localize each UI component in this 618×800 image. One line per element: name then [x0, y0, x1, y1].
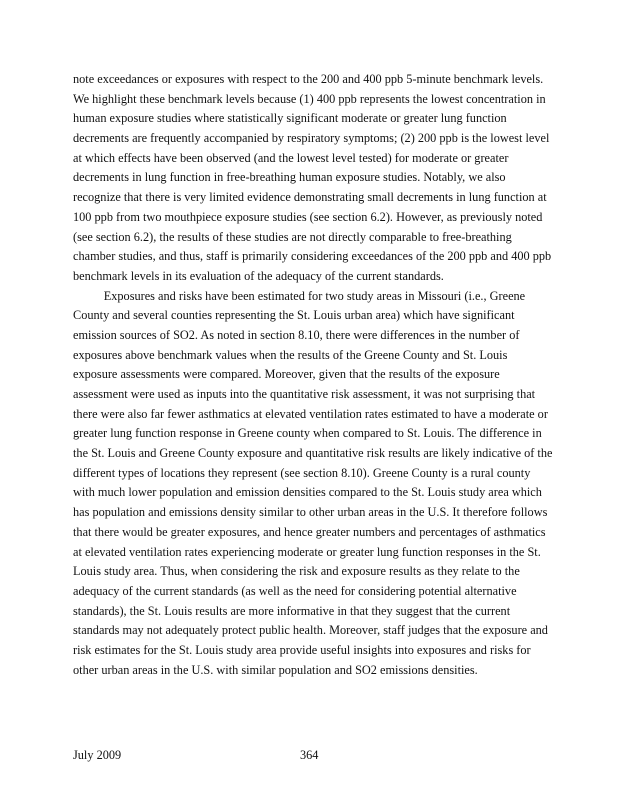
text-line: other urban areas in the U.S. with similar population and SO2 emissions densities.	[73, 662, 478, 677]
text-line: chamber studies, and thus, staff is primarily considering exceedances of the 200 ppb and 400 ppb	[73, 249, 552, 264]
text-line: standards may not adequately protect public health. Moreover, staff judges that the exposure and	[73, 623, 548, 638]
text-line: We highlight these benchmark levels because (1) 400 ppb represents the lowest concentration in	[73, 91, 546, 106]
text-line: human exposure studies where statistically significant moderate or greater lung function	[73, 111, 507, 126]
text-line: has population and emissions density similar to other urban areas in the U.S. It therefore follows	[73, 505, 548, 520]
footer-date: July 2009	[73, 748, 122, 762]
text-line: benchmark levels in its evaluation of the adequacy of the current standards.	[73, 268, 444, 283]
text-line: risk estimates for the St. Louis study area provide useful insights into exposures and risks for	[73, 642, 531, 657]
text-line: adequacy of the current standards (as well as the need for considering potential alternative	[73, 583, 517, 598]
text-line: decrements in lung function in free-breathing human exposure studies. Notably, we also	[73, 170, 506, 185]
text-line: recognize that there is very limited evidence demonstrating small decrements in lung function at	[73, 190, 547, 205]
text-line: with much lower population and emission densities compared to the St. Louis study area which	[73, 485, 542, 500]
text-line: exposure assessments were compared. Moreover, given that the results of the exposure	[73, 367, 500, 382]
text-line: decrements are frequently accompanied by respiratory symptoms; (2) 200 ppb is the lowest level	[73, 131, 550, 146]
text-line: that there would be greater exposures, and hence greater numbers and percentages of asthmatics	[73, 524, 546, 539]
text-line: emission sources of SO2. As noted in section 8.10, there were differences in the number of	[73, 327, 520, 342]
body-text	[73, 70, 573, 680]
text-line: (see section 6.2), the results of these studies are not directly comparable to free-breathing	[73, 229, 512, 244]
text-line: Louis study area. Thus, when considering the risk and exposure results as they relate to the	[73, 564, 520, 579]
text-line: there were also far fewer asthmatics at elevated ventilation rates estimated to have a moderate or	[73, 406, 548, 421]
text-line: at elevated ventilation rates experiencing moderate or greater lung function responses in the St.	[73, 544, 541, 559]
text-line: exposures above benchmark values when the results of the Greene County and St. Louis	[73, 347, 508, 362]
text-line: assessment were used as inputs into the quantitative risk assessment, it was not surprising that	[73, 387, 536, 401]
text-line: 100 ppb from two mouthpiece exposure studies (see section 6.2). However, as previously noted	[73, 209, 543, 224]
page-number: 364	[300, 748, 319, 762]
text-line: at which effects have been observed (and the lowest level tested) for moderate or greater	[73, 150, 509, 165]
text-line: different types of locations they represent (see section 8.10). Greene County is a rural county	[73, 465, 531, 480]
text-line: note exceedances or exposures with respect to the 200 and 400 ppb 5-minute benchmark levels.	[73, 72, 544, 86]
text-line: greater lung function response in Greene county when compared to St. Louis. The difference in	[73, 426, 542, 441]
text-line: County and several counties representing the St. Louis urban area) which have significant	[73, 308, 515, 323]
text-line: standards), the St. Louis results are more informative in that they suggest that the current	[73, 603, 511, 618]
text-line: Exposures and risks have been estimated for two study areas in Missouri (i.e., Greene	[73, 288, 526, 303]
text-line: the St. Louis and Greene County exposure and quantitative risk results are likely indicative of the	[73, 446, 553, 461]
